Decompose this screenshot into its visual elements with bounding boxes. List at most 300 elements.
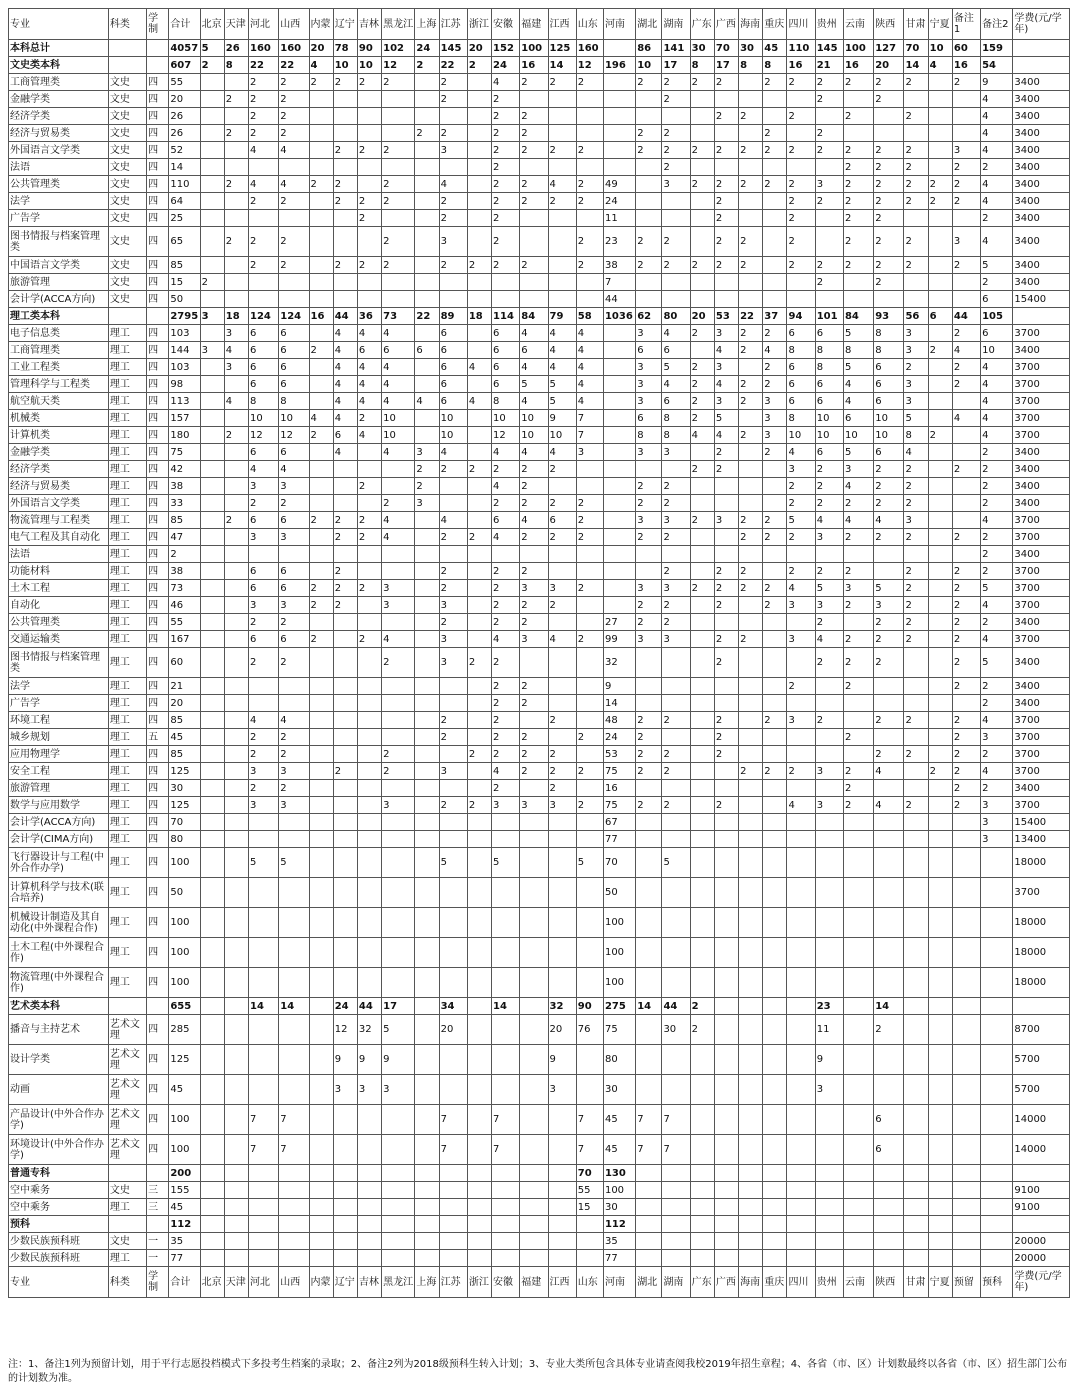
table-cell: 4 <box>439 444 467 461</box>
table-cell <box>520 1233 548 1250</box>
table-cell <box>415 763 439 780</box>
table-cell <box>843 1075 873 1105</box>
table-cell: 3 <box>249 597 279 614</box>
table-cell <box>928 291 952 308</box>
table-cell: 6 <box>249 580 279 597</box>
table-cell: 4 <box>382 444 415 461</box>
table-cell <box>603 108 635 125</box>
table-cell: 2 <box>382 193 415 210</box>
table-cell <box>467 342 491 359</box>
table-row <box>9 1075 1070 1105</box>
table-cell: 8 <box>874 342 904 359</box>
table-cell <box>333 125 357 142</box>
table-cell <box>309 678 333 695</box>
table-cell <box>415 142 439 159</box>
table-cell: 2 <box>576 763 603 780</box>
table-cell <box>739 159 763 176</box>
table-cell: 2 <box>981 461 1013 478</box>
table-cell <box>690 1045 714 1075</box>
table-cell <box>763 648 787 678</box>
table-cell: 2 <box>874 495 904 512</box>
table-cell <box>357 968 381 998</box>
table-cell: 84 <box>843 308 873 325</box>
table-cell <box>981 1165 1013 1182</box>
table-cell <box>415 1075 439 1105</box>
table-cell <box>548 1182 576 1199</box>
table-cell: 2 <box>439 74 467 91</box>
table-cell: 2 <box>492 257 520 274</box>
table-cell <box>576 780 603 797</box>
table-cell: 2 <box>439 614 467 631</box>
table-cell <box>520 1105 548 1135</box>
major-name-cell: 艺术类本科 <box>9 998 109 1015</box>
table-cell <box>690 478 714 495</box>
table-cell: 3 <box>382 597 415 614</box>
table-cell <box>309 444 333 461</box>
table-cell: 10 <box>874 410 904 427</box>
table-cell: 2 <box>928 193 952 210</box>
table-cell <box>662 729 690 746</box>
table-cell <box>952 1105 980 1135</box>
table-cell: 5 <box>249 848 279 878</box>
table-cell: 文史 <box>108 257 146 274</box>
table-cell: 四 <box>147 831 169 848</box>
table-cell: 2 <box>662 797 690 814</box>
table-cell <box>714 1075 738 1105</box>
table-cell <box>690 563 714 580</box>
table-cell: 四 <box>147 814 169 831</box>
table-cell <box>636 938 662 968</box>
table-cell <box>439 678 467 695</box>
table-cell <box>279 1075 309 1105</box>
table-cell: 56 <box>904 308 928 325</box>
table-cell: 10 <box>333 57 357 74</box>
table-cell: 6 <box>439 393 467 410</box>
table-cell <box>815 1105 843 1135</box>
table-cell <box>576 159 603 176</box>
table-cell: 2 <box>249 74 279 91</box>
table-cell <box>224 678 248 695</box>
table-cell: 2 <box>714 729 738 746</box>
table-cell <box>249 878 279 908</box>
table-cell: 53 <box>603 746 635 763</box>
table-cell: 4 <box>815 631 843 648</box>
table-cell <box>309 461 333 478</box>
table-cell <box>415 359 439 376</box>
table-cell <box>333 1216 357 1233</box>
table-cell <box>309 1199 333 1216</box>
table-cell <box>548 695 576 712</box>
table-cell: 3 <box>904 393 928 410</box>
table-cell <box>224 274 248 291</box>
table-cell: 四 <box>147 597 169 614</box>
column-header-cell: 湖南 <box>662 9 690 40</box>
table-cell <box>467 780 491 797</box>
footer-header-cell: 陕西 <box>874 1267 904 1298</box>
table-cell <box>415 998 439 1015</box>
table-row <box>9 614 1070 631</box>
table-row <box>9 108 1070 125</box>
table-cell: 10 <box>357 57 381 74</box>
table-cell: 2 <box>952 712 980 729</box>
table-cell: 2 <box>787 257 815 274</box>
table-cell: 7 <box>439 1105 467 1135</box>
table-cell <box>981 968 1013 998</box>
table-cell <box>382 938 415 968</box>
table-cell <box>952 478 980 495</box>
table-cell: 3 <box>279 597 309 614</box>
table-cell: 四 <box>147 746 169 763</box>
table-cell: 124 <box>249 308 279 325</box>
table-cell <box>382 614 415 631</box>
table-cell <box>843 831 873 848</box>
table-cell <box>200 227 224 257</box>
table-cell <box>874 729 904 746</box>
table-cell <box>815 878 843 908</box>
table-cell <box>548 478 576 495</box>
table-cell: 6 <box>279 580 309 597</box>
table-cell: 2 <box>357 580 381 597</box>
table-cell: 10 <box>928 40 952 57</box>
table-cell: 6 <box>787 393 815 410</box>
table-cell: 2 <box>357 210 381 227</box>
table-cell <box>904 678 928 695</box>
table-cell: 2 <box>357 74 381 91</box>
table-cell: 2 <box>904 631 928 648</box>
table-cell <box>224 908 248 938</box>
table-cell: 4 <box>981 91 1013 108</box>
table-cell: 一 <box>147 1233 169 1250</box>
table-cell <box>763 631 787 648</box>
table-cell: 2 <box>662 227 690 257</box>
table-cell: 2 <box>843 210 873 227</box>
table-cell: 2 <box>904 797 928 814</box>
table-cell <box>1013 57 1070 74</box>
table-cell <box>200 410 224 427</box>
table-cell <box>690 780 714 797</box>
table-cell: 2 <box>739 257 763 274</box>
table-cell <box>928 878 952 908</box>
major-name-cell: 旅游管理 <box>9 274 109 291</box>
table-cell <box>952 1250 980 1267</box>
table-cell <box>415 91 439 108</box>
table-cell: 23 <box>815 998 843 1015</box>
table-cell: 4 <box>333 359 357 376</box>
table-cell: 16 <box>520 57 548 74</box>
table-cell <box>952 695 980 712</box>
table-cell <box>603 529 635 546</box>
table-cell: 2 <box>309 74 333 91</box>
table-cell: 4 <box>520 444 548 461</box>
table-cell <box>690 159 714 176</box>
table-cell: 四 <box>147 444 169 461</box>
table-cell: 2 <box>981 529 1013 546</box>
major-name-cell: 普通专科 <box>9 1165 109 1182</box>
table-cell <box>249 831 279 848</box>
table-cell: 50 <box>169 878 200 908</box>
table-cell: 2 <box>439 712 467 729</box>
table-cell <box>357 1182 381 1199</box>
table-cell: 四 <box>147 648 169 678</box>
table-cell: 三 <box>147 1199 169 1216</box>
table-cell: 2 <box>662 746 690 763</box>
table-cell: 18 <box>467 308 491 325</box>
table-cell: 2 <box>714 74 738 91</box>
table-cell <box>108 998 146 1015</box>
table-cell <box>576 125 603 142</box>
table-cell <box>333 814 357 831</box>
table-cell: 3 <box>636 512 662 529</box>
table-cell <box>928 831 952 848</box>
footer-header-cell: 湖北 <box>636 1267 662 1298</box>
table-cell <box>415 227 439 257</box>
table-cell <box>603 461 635 478</box>
table-cell <box>636 695 662 712</box>
table-cell <box>763 1015 787 1045</box>
table-cell: 20 <box>874 57 904 74</box>
column-header-cell: 湖北 <box>636 9 662 40</box>
table-cell <box>763 1165 787 1182</box>
table-cell <box>415 814 439 831</box>
table-cell: 理工 <box>108 444 146 461</box>
table-cell <box>548 614 576 631</box>
table-cell <box>200 512 224 529</box>
table-cell: 2 <box>904 478 928 495</box>
table-cell: 35 <box>603 1233 635 1250</box>
table-cell: 2 <box>904 461 928 478</box>
table-cell: 2 <box>874 478 904 495</box>
table-cell: 2 <box>739 427 763 444</box>
table-cell: 2 <box>467 797 491 814</box>
table-cell <box>357 444 381 461</box>
table-cell <box>815 291 843 308</box>
table-cell: 2 <box>662 563 690 580</box>
table-cell <box>952 125 980 142</box>
table-row <box>9 938 1070 968</box>
table-cell <box>492 546 520 563</box>
table-row <box>9 125 1070 142</box>
table-cell: 11 <box>815 1015 843 1045</box>
table-row <box>9 393 1070 410</box>
table-cell: 2 <box>467 746 491 763</box>
table-cell: 5 <box>576 848 603 878</box>
table-cell: 21 <box>815 57 843 74</box>
table-cell <box>520 878 548 908</box>
table-cell: 2 <box>763 376 787 393</box>
table-cell: 2 <box>415 125 439 142</box>
table-cell: 3 <box>548 797 576 814</box>
table-cell: 4 <box>714 342 738 359</box>
table-cell <box>200 1182 224 1199</box>
table-cell <box>415 529 439 546</box>
table-cell: 2 <box>492 678 520 695</box>
table-cell <box>928 159 952 176</box>
table-cell: 2 <box>874 159 904 176</box>
table-cell: 70 <box>576 1165 603 1182</box>
table-cell: 20 <box>439 1015 467 1045</box>
table-cell: 6 <box>492 325 520 342</box>
table-row <box>9 359 1070 376</box>
table-cell <box>333 1165 357 1182</box>
table-cell <box>904 1015 928 1045</box>
footer-header-cell: 宁夏 <box>928 1267 952 1298</box>
table-cell <box>309 359 333 376</box>
table-cell: 8 <box>739 57 763 74</box>
table-cell <box>787 1075 815 1105</box>
table-cell: 4 <box>492 478 520 495</box>
table-cell: 2 <box>382 746 415 763</box>
table-cell <box>576 695 603 712</box>
table-cell <box>739 495 763 512</box>
table-cell: 四 <box>147 614 169 631</box>
table-cell: 4 <box>439 512 467 529</box>
table-cell <box>603 325 635 342</box>
table-cell: 80 <box>662 308 690 325</box>
table-cell: 2 <box>520 142 548 159</box>
table-cell: 2 <box>952 359 980 376</box>
table-cell: 3 <box>576 444 603 461</box>
major-name-cell: 机械设计制造及其自动化(中外课程合作) <box>9 908 109 938</box>
table-cell: 四 <box>147 461 169 478</box>
table-cell: 3700 <box>1013 359 1070 376</box>
table-cell <box>520 938 548 968</box>
table-cell: 四 <box>147 512 169 529</box>
table-cell <box>763 998 787 1015</box>
table-cell: 四 <box>147 1045 169 1075</box>
major-name-cell: 经济与贸易类 <box>9 478 109 495</box>
table-cell: 理工 <box>108 695 146 712</box>
table-cell: 94 <box>787 308 815 325</box>
table-cell <box>415 968 439 998</box>
major-name-cell: 工商管理类 <box>9 342 109 359</box>
table-cell <box>928 797 952 814</box>
table-cell <box>787 1216 815 1233</box>
table-cell: 9 <box>815 1045 843 1075</box>
table-cell <box>662 831 690 848</box>
table-cell: 4 <box>981 193 1013 210</box>
table-cell <box>739 410 763 427</box>
table-cell: 2 <box>843 597 873 614</box>
table-cell: 四 <box>147 342 169 359</box>
table-cell <box>249 938 279 968</box>
table-cell: 6 <box>249 342 279 359</box>
table-cell <box>928 848 952 878</box>
table-cell: 4 <box>548 444 576 461</box>
table-cell <box>309 325 333 342</box>
major-name-cell: 产品设计(中外合作办学) <box>9 1105 109 1135</box>
table-cell <box>224 712 248 729</box>
table-cell: 2 <box>763 444 787 461</box>
table-cell: 14 <box>492 998 520 1015</box>
table-cell: 12 <box>576 57 603 74</box>
table-cell: 3 <box>279 529 309 546</box>
table-cell: 17 <box>714 57 738 74</box>
table-cell: 3400 <box>1013 257 1070 274</box>
table-cell <box>333 274 357 291</box>
table-cell: 4 <box>981 597 1013 614</box>
table-cell: 4 <box>787 444 815 461</box>
table-cell: 38 <box>169 563 200 580</box>
table-cell: 2 <box>874 712 904 729</box>
table-cell: 6 <box>815 376 843 393</box>
table-cell: 14 <box>874 998 904 1015</box>
table-cell: 3 <box>815 529 843 546</box>
footer-header-cell: 山西 <box>279 1267 309 1298</box>
table-cell <box>279 1199 309 1216</box>
major-name-cell: 公共管理类 <box>9 176 109 193</box>
table-cell <box>763 461 787 478</box>
table-cell: 2 <box>739 325 763 342</box>
table-cell: 2 <box>415 57 439 74</box>
table-cell <box>492 1015 520 1045</box>
table-cell <box>467 210 491 227</box>
table-cell: 2 <box>382 227 415 257</box>
table-cell: 2 <box>520 529 548 546</box>
table-cell <box>333 1250 357 1267</box>
table-cell: 2 <box>662 763 690 780</box>
footer-header-cell: 福建 <box>520 1267 548 1298</box>
table-cell <box>224 257 248 274</box>
table-cell: 2 <box>636 763 662 780</box>
table-cell: 2 <box>714 563 738 580</box>
table-cell <box>309 193 333 210</box>
table-cell <box>739 848 763 878</box>
table-cell <box>576 461 603 478</box>
table-cell: 2 <box>714 746 738 763</box>
table-cell: 2 <box>981 444 1013 461</box>
table-row <box>9 325 1070 342</box>
table-cell <box>904 831 928 848</box>
table-cell: 3400 <box>1013 74 1070 91</box>
table-cell <box>520 712 548 729</box>
table-cell <box>357 1165 381 1182</box>
table-cell <box>952 444 980 461</box>
table-cell: 四 <box>147 563 169 580</box>
table-cell: 四 <box>147 91 169 108</box>
table-cell: 26 <box>169 125 200 142</box>
table-cell: 理工 <box>108 563 146 580</box>
table-cell: 102 <box>382 40 415 57</box>
table-cell: 100 <box>169 1135 200 1165</box>
table-cell <box>415 1199 439 1216</box>
table-cell: 9 <box>333 1045 357 1075</box>
table-cell <box>603 546 635 563</box>
table-cell <box>690 746 714 763</box>
table-cell: 理工 <box>108 648 146 678</box>
table-cell <box>843 1250 873 1267</box>
table-cell <box>279 1045 309 1075</box>
table-cell: 18000 <box>1013 938 1070 968</box>
table-cell: 18000 <box>1013 848 1070 878</box>
table-cell: 285 <box>169 1015 200 1045</box>
table-cell <box>357 746 381 763</box>
table-cell <box>928 729 952 746</box>
table-cell <box>333 159 357 176</box>
table-cell: 4 <box>981 359 1013 376</box>
table-cell <box>200 376 224 393</box>
table-cell <box>981 1015 1013 1045</box>
table-cell <box>200 359 224 376</box>
table-cell: 4 <box>492 444 520 461</box>
table-cell: 2 <box>787 227 815 257</box>
table-cell: 3400 <box>1013 159 1070 176</box>
table-cell: 2 <box>249 780 279 797</box>
table-cell: 2 <box>636 729 662 746</box>
table-cell <box>636 1045 662 1075</box>
table-cell <box>309 291 333 308</box>
table-cell <box>357 91 381 108</box>
table-cell <box>415 274 439 291</box>
